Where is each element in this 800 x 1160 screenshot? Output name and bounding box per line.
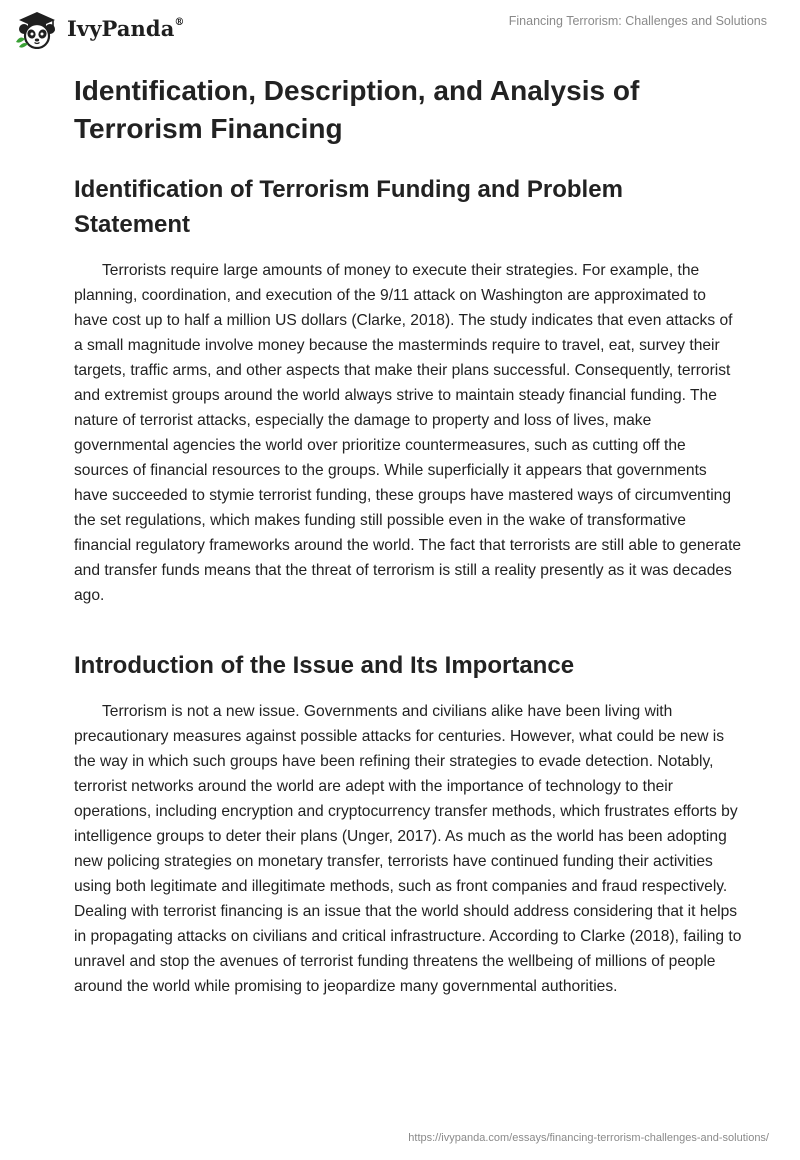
- section-paragraph: Terrorists require large amounts of money to execute their strategies. For example, the planning, coordination, and execution of the 9/11 attack on Washington are approximated to have cost up to half a million US dollars (Clarke, 2018). The study indicates that even attacks of a small magnitude involve money because the masterminds require to travel, eat, survey their targets, traffic arms, and other aspects that make their plans successful. Consequently, terrorist and extremist groups around the world always strive to maintain steady financial funding. The nature of terrorist attacks, especially the damage to property and loss of lives, make governmental agencies the world over prioritize countermeasures, such as cutting off the sources of financial resources to the groups. While superficially it appears that governments have succeeded to stymie terrorist funding, these groups have mastered ways of circumventing the set regulations, which makes funding still possible even in the wake of transformative financial regulatory frameworks around the world. The fact that terrorists are still able to generate and transfer funds means that the threat of terrorism is still a reality presently as it was decades ago.: [74, 262, 742, 604]
- section-heading: Identification of Terrorism Funding and Problem Statement: [74, 176, 623, 238]
- section-paragraph: Terrorism is not a new issue. Governments and civilians alike have been living with precautionary measures against possible attacks for centuries. However, what could be new is the way in which such groups have been refining their strategies to evade detection. Notably, terrorist networks around the world are adept with the importance of technology to their operations, including encryption and cryptocurrency transfer methods, which frustrates efforts by intelligence groups to deter their plans (Unger, 2017). As much as the world has been adopting new policing strategies on monetary transfer, terrorists have continued funding their activities using both legitimate and illegitimate methods, such as front companies and fraud respectively. Dealing with terrorist financing is an issue that the world should address considering that it helps in propagating attacks on civilians and critical infrastructure. According to Clarke (2018), failing to unravel and stop the avenues of terrorist funding threatens the wellbeing of millions of people around the world while promising to jeopardize many governmental authorities.: [74, 703, 742, 995]
- page-title: Identification, Description, and Analysis of Terrorism Financing: [74, 75, 640, 144]
- panda-graduate-icon: [14, 9, 60, 49]
- source-url[interactable]: https://ivypanda.com/essays/financing-terrorism-challenges-and-solutions/: [408, 1132, 769, 1144]
- running-title: Financing Terrorism: Challenges and Solutions: [508, 14, 767, 28]
- registered-mark: ®: [174, 16, 185, 28]
- ivypanda-logo[interactable]: [14, 9, 185, 49]
- section-heading: Introduction of the Issue and Its Importance: [74, 652, 575, 679]
- brand-name: IvyPanda®: [67, 15, 185, 41]
- page-header: [0, 0, 800, 60]
